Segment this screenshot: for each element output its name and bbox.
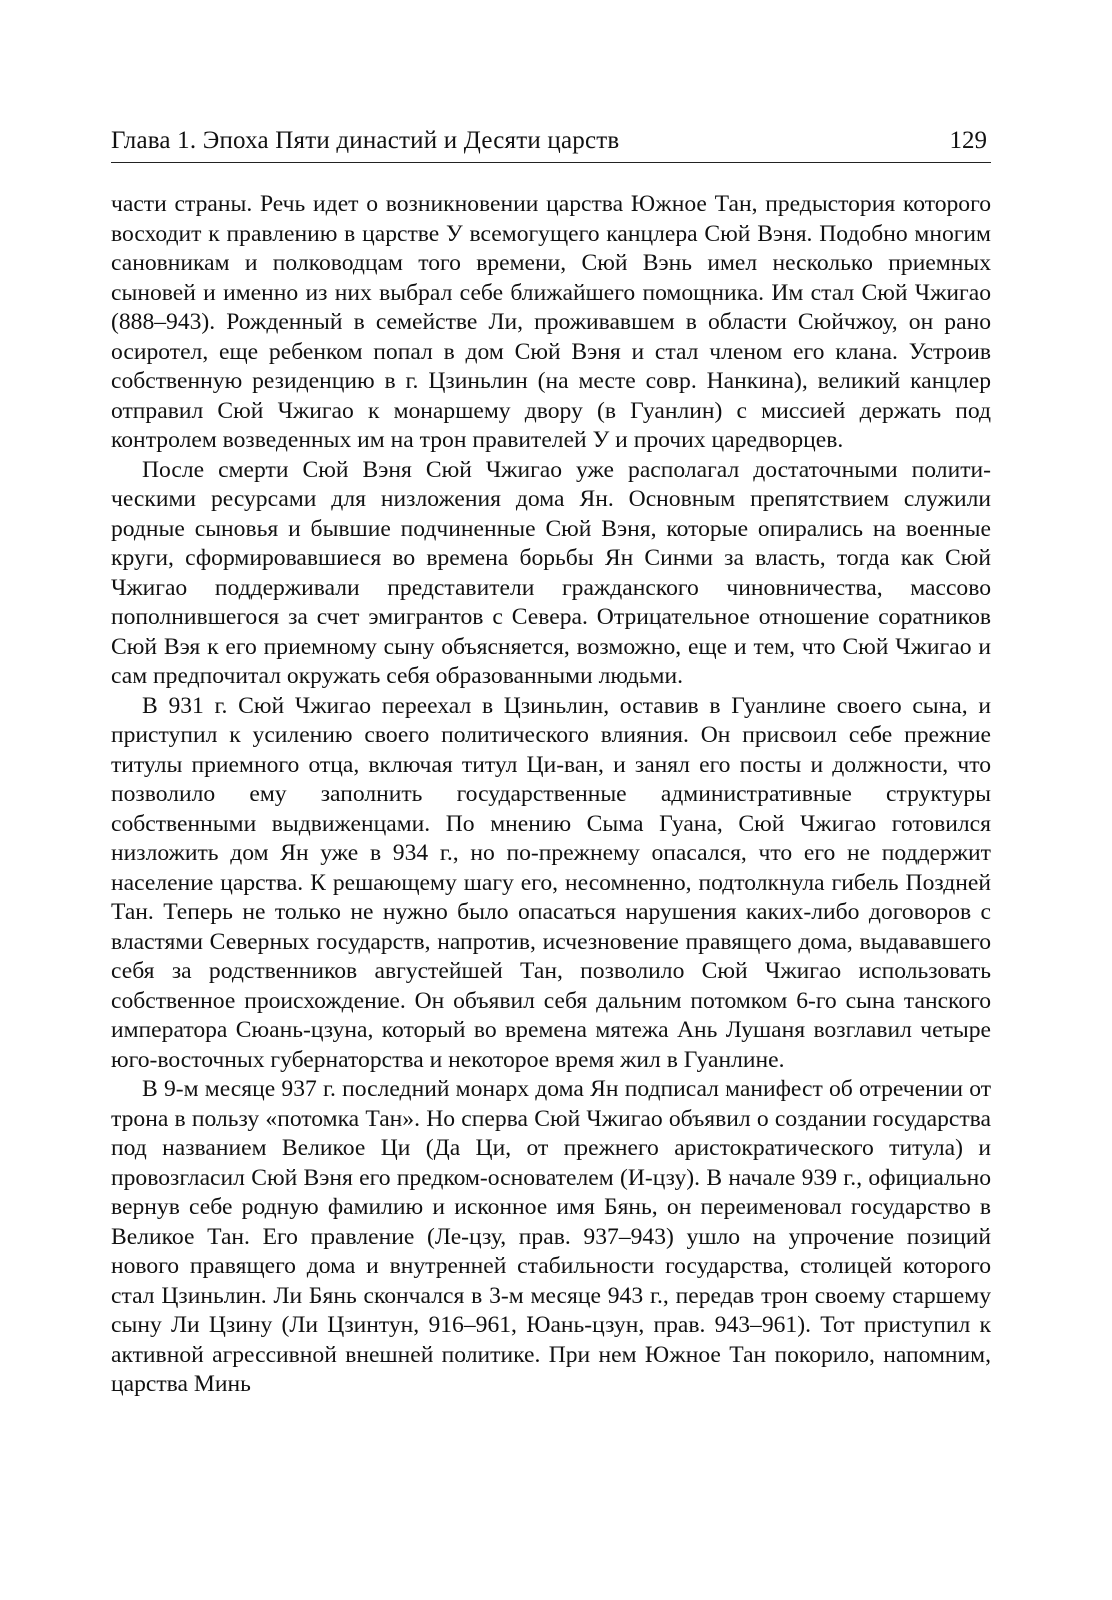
paragraph-1: части страны. Речь идет о возникновении царства Южное Тан, предыстория которого восходит к правлению в царстве У всемогущего канцлера Сюй Вэня. Подобно многим сановникам и полководцам того времени, Сюй Вэнь имел несколько приемных сыновей и именно из них выбрал себе ближайшего помощника. Им стал Сюй Чжигао (888–943). Рожденный в семействе Ли, проживавшем в области Сюйчжоу, он рано осиротел, еще ребенком попал в дом Сюй Вэня и стал членом его клана. Устроив собственную резиденцию в г. Цзиньлин (на месте совр. Нанкина), великий канцлер отправил Сюй Чжигао к монаршему двору (в Гуанлин) с миссией держать под контролем возведенных им на трон правителей У и прочих царедворцев. <box>111 191 991 453</box>
running-header <box>111 126 991 163</box>
paragraph-2: После смерти Сюй Вэня Сюй Чжигао уже располагал достаточными политическими ресурсами для низложения дома Ян. Основным препятствием служили родные сыновья и бывшие подчиненные Сюй Вэня, которые опирались на военные круги, сформировавшиеся во времена борьбы Ян Синми за власть, тогда как Сюй Чжигао поддерживали представители гражданского чиновничества, массово пополнившегося за счет эмигрантов с Севера. Отрицательное отношение соратников Сюй Вэя к его приемному сыну объясняется, возможно, еще и тем, что Сюй Чжигао и сам предпочитал окружать себя образованными людьми. <box>111 456 991 689</box>
paragraph-3: В 931 г. Сюй Чжигао переехал в Цзиньлин, оставив в Гуанлине своего сына, и приступил к усилению своего политического влияния. Он присвоил себе прежние титулы приемного отца, включая титул Ци-ван, и занял его посты и должности, что позволило ему заполнить государственные административные структуры собственными выдвиженцами. По мнению Сыма Гуана, Сюй Чжигао готовился низложить дом Ян уже в 934 г., но по-прежнему опасался, что его не поддержит население царства. К решающему шагу его, несомненно, подтолкнула гибель Поздней Тан. Теперь не только не нужно было опасаться нарушения каких-либо договоров с властями Северных государств, напротив, исчезновение правящего дома, выдававшего себя за родственников августейшей Тан, позволило Сюй Чжигао использовать собственное происхождение. Он объявил себя дальним потомком 6-го сына танского императора Сюань-цзуна, который во времена мятежа Ань Лушаня возглавил четыре юго-восточных губернаторства и некоторое время жил в Гуанлине. <box>111 692 991 1073</box>
paragraph-4: В 9-м месяце 937 г. последний монарх дома Ян подписал манифест об отречении от трона в пользу «потомка Тан». Но сперва Сюй Чжигао объявил о создании государства под названием Великое Ци (Да Ци, от прежнего аристократического титула) и провозгласил Сюй Вэня его предком-основателем (И-цзу). В начале 939 г., официально вернув себе родную фамилию и исконное имя Бянь, он переименовал государство в Великое Тан. Его правление (Ле-цзу, прав. 937–943) ушло на упрочение позиций нового правящего дома и внутренней стабильности государства, столицей которого стал Цзиньлин. Ли Бянь скончался в 3-м месяце 943 г., передав трон своему старшему сыну Ли Цзину (Ли Цзинтун, 916–961, Юань-цзун, прав. 943–961). Тот приступил к активной агрессивной внешней политике. При нем Южное Тан покорило, напомним, царства Минь <box>111 1076 991 1397</box>
page-number: 129 <box>949 127 987 154</box>
body-text <box>111 190 991 1400</box>
chapter-title: Глава 1. Эпоха Пяти династий и Десяти царств <box>111 127 620 154</box>
